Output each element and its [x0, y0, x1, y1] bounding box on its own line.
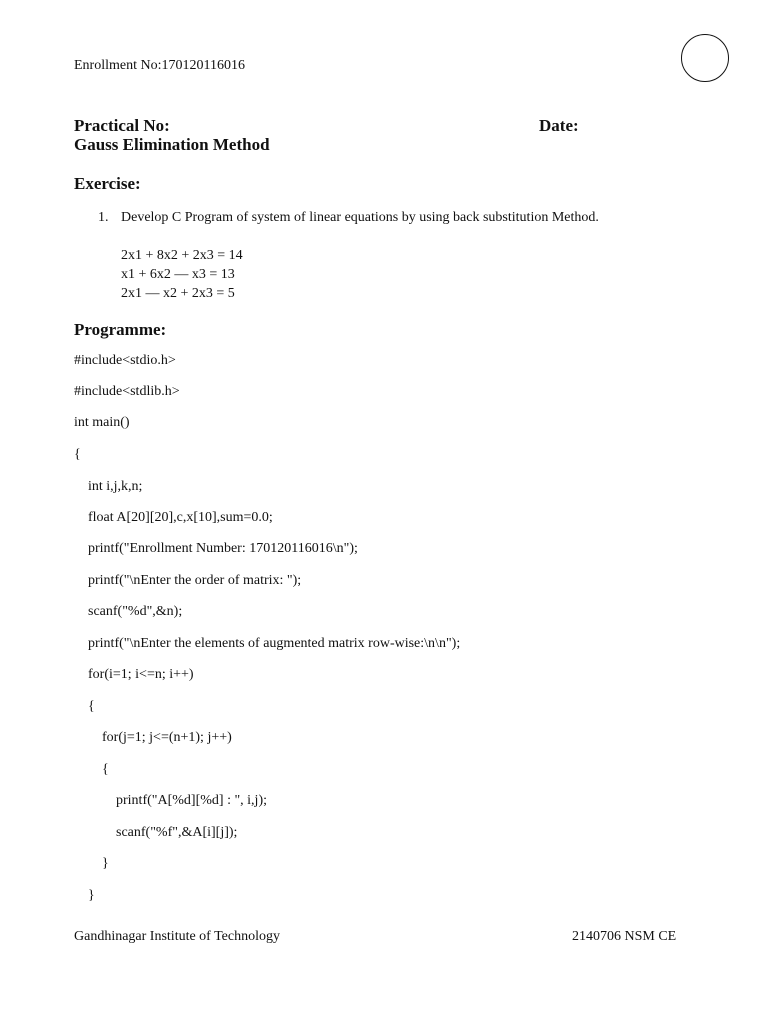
exercise-item-text: Develop C Program of system of linear equations by using back substitution Method.	[121, 210, 599, 225]
code-line: scanf("%d",&n);	[74, 604, 183, 619]
equation-line: 2x1 + 8x2 + 2x3 = 14	[121, 248, 243, 263]
code-line: {	[74, 447, 81, 462]
footer-institute: Gandhinagar Institute of Technology	[74, 929, 280, 944]
code-line: int i,j,k,n;	[74, 479, 143, 494]
code-line: {	[74, 699, 95, 714]
code-line: printf("A[%d][%d] : ", i,j);	[74, 793, 267, 808]
code-line: printf("\nEnter the order of matrix: ");	[74, 573, 302, 588]
code-line: scanf("%f",&A[i][j]);	[74, 825, 238, 840]
date-label: Date:	[539, 116, 579, 135]
code-line: printf("\nEnter the elements of augmented matrix row-wise:\n\n");	[74, 636, 461, 651]
code-line: printf("Enrollment Number: 170120116016\n");	[74, 541, 358, 556]
code-line: float A[20][20],c,x[10],sum=0.0;	[74, 510, 273, 525]
mark-circle	[681, 34, 729, 82]
code-line: #include<stdlib.h>	[74, 384, 180, 399]
code-line: for(i=1; i<=n; i++)	[74, 667, 194, 682]
exercise-item-number: 1.	[98, 210, 109, 225]
code-line: {	[74, 762, 109, 777]
code-line: }	[74, 856, 109, 871]
equation-line: x1 + 6x2 — x3 = 13	[121, 267, 235, 282]
practical-no-label: Practical No:	[74, 116, 170, 135]
footer-course-code: 2140706 NSM CE	[572, 929, 677, 944]
programme-heading: Programme:	[74, 320, 167, 339]
enrollment-number: Enrollment No:170120116016	[74, 58, 245, 73]
code-line: for(j=1; j<=(n+1); j++)	[74, 730, 232, 745]
exercise-heading: Exercise:	[74, 174, 141, 193]
equation-line: 2x1 — x2 + 2x3 = 5	[121, 286, 235, 301]
practical-title: Gauss Elimination Method	[74, 135, 270, 154]
code-line: }	[74, 888, 95, 903]
code-line: #include<stdio.h>	[74, 353, 176, 368]
code-line: int main()	[74, 415, 130, 430]
